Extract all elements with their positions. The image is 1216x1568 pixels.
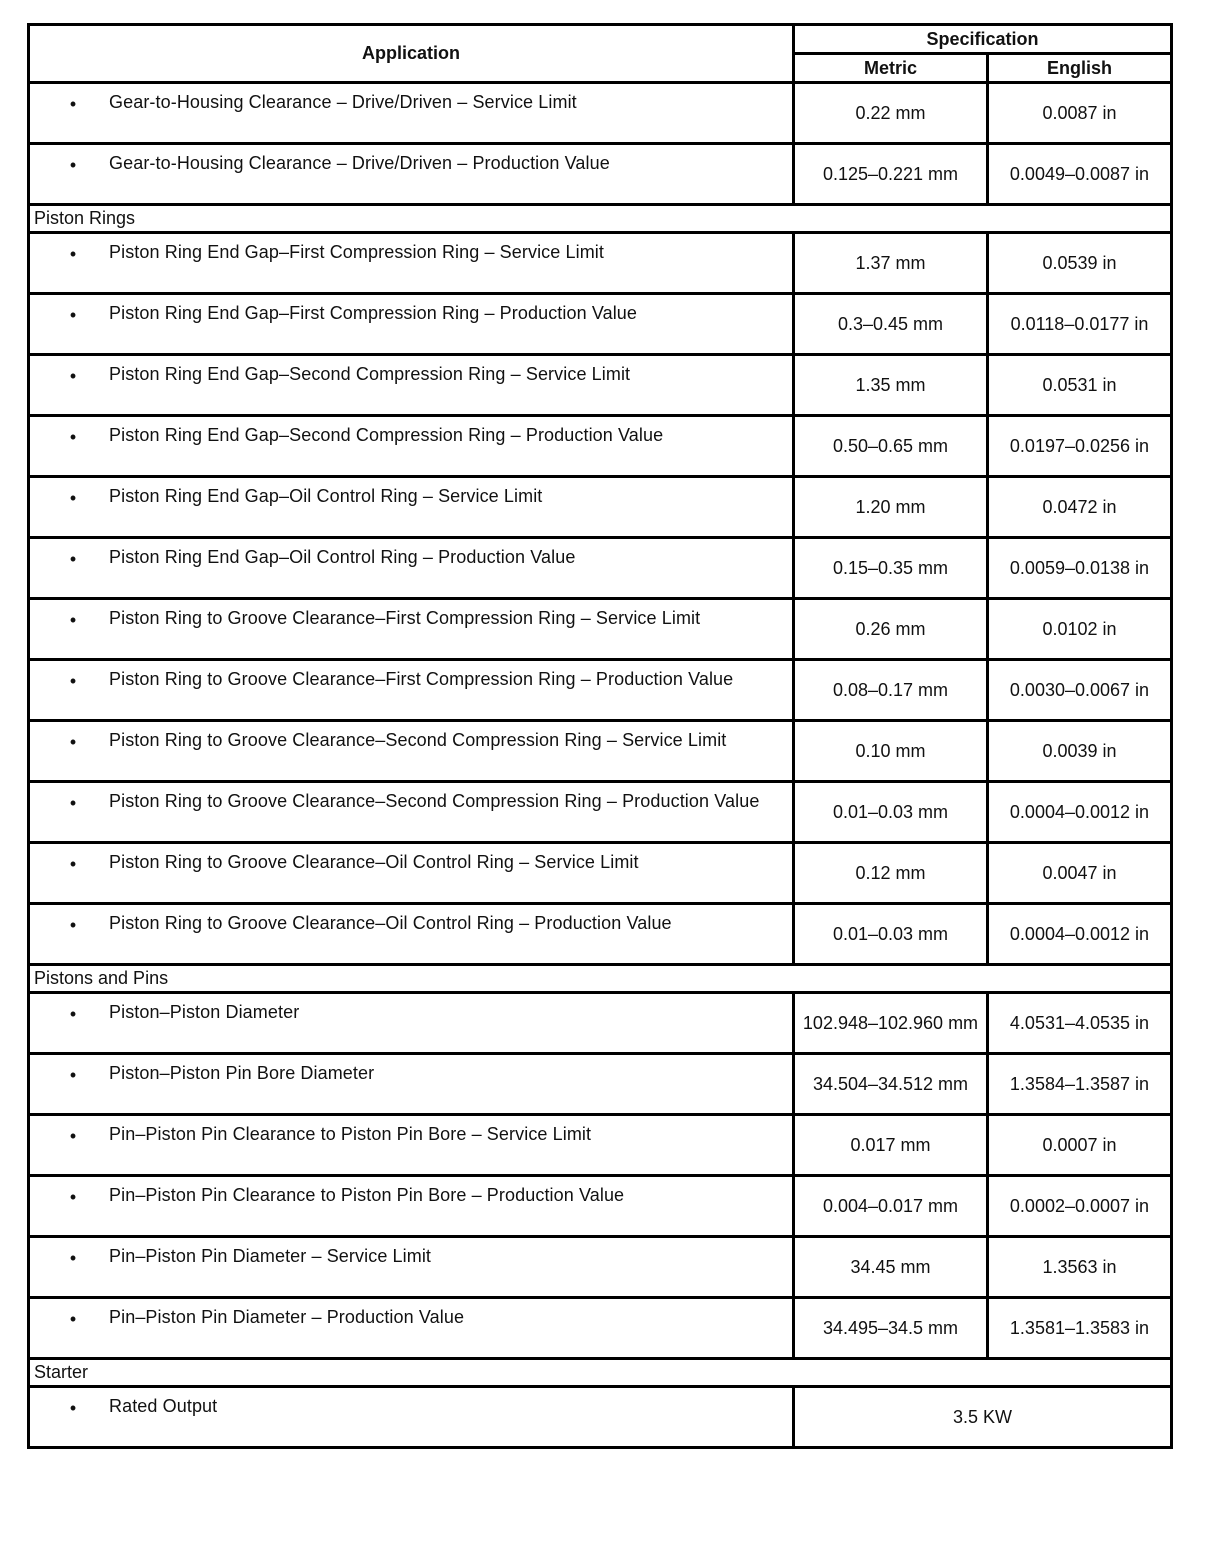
application-label: Gear-to-Housing Clearance – Drive/Driven – Production Value (109, 153, 610, 173)
table-row (29, 1387, 1172, 1448)
application-cell (29, 599, 794, 660)
application-label: Piston Ring to Groove Clearance–First Compression Ring – Service Limit (109, 608, 701, 628)
application-label: Rated Output (109, 1396, 218, 1416)
bullet-icon: • (69, 793, 77, 813)
english-value-cell: 0.0030–0.0067 in (988, 660, 1172, 721)
bullet-icon: • (69, 155, 77, 175)
application-cell (29, 1115, 794, 1176)
header-metric: Metric (794, 54, 988, 83)
bullet-icon: • (69, 549, 77, 569)
english-value-cell: 0.0047 in (988, 843, 1172, 904)
application-cell (29, 83, 794, 144)
application-cell (29, 721, 794, 782)
application-label: Piston–Piston Pin Bore Diameter (109, 1063, 375, 1083)
section-row (29, 1359, 1172, 1387)
header-english: English (988, 54, 1172, 83)
application-label: Piston–Piston Diameter (109, 1002, 300, 1022)
english-value-cell: 0.0197–0.0256 in (988, 416, 1172, 477)
english-value-cell: 0.0039 in (988, 721, 1172, 782)
section-row (29, 205, 1172, 233)
table-row (29, 904, 1172, 965)
application-label: Piston Ring to Groove Clearance–Second Compression Ring – Service Limit (109, 730, 727, 750)
application-cell (29, 294, 794, 355)
application-cell (29, 904, 794, 965)
application-cell (29, 477, 794, 538)
english-value-cell: 0.0102 in (988, 599, 1172, 660)
header-specification: Specification (794, 25, 1172, 54)
table-row (29, 477, 1172, 538)
bullet-icon: • (69, 1065, 77, 1085)
english-value-cell: 0.0531 in (988, 355, 1172, 416)
english-value-cell: 0.0539 in (988, 233, 1172, 294)
metric-value-cell: 0.50–0.65 mm (794, 416, 988, 477)
english-value-cell: 0.0002–0.0007 in (988, 1176, 1172, 1237)
metric-value-cell: 0.01–0.03 mm (794, 904, 988, 965)
metric-value-cell: 34.495–34.5 mm (794, 1298, 988, 1359)
metric-value-cell: 0.004–0.017 mm (794, 1176, 988, 1237)
application-cell (29, 416, 794, 477)
bullet-icon: • (69, 1187, 77, 1207)
bullet-icon: • (69, 366, 77, 386)
application-cell (29, 144, 794, 205)
metric-value-cell: 0.01–0.03 mm (794, 782, 988, 843)
table-row (29, 416, 1172, 477)
english-value-cell: 0.0087 in (988, 83, 1172, 144)
english-value-cell: 4.0531–4.0535 in (988, 993, 1172, 1054)
table-row (29, 83, 1172, 144)
table-row (29, 993, 1172, 1054)
application-label: Piston Ring End Gap–First Compression Ring – Service Limit (109, 242, 604, 262)
application-label: Pin–Piston Pin Diameter – Service Limit (109, 1246, 432, 1266)
bullet-icon: • (69, 488, 77, 508)
application-label: Piston Ring to Groove Clearance–First Compression Ring – Production Value (109, 669, 734, 689)
english-value-cell: 1.3581–1.3583 in (988, 1298, 1172, 1359)
table-row (29, 1115, 1172, 1176)
table-row (29, 355, 1172, 416)
application-label: Piston Ring to Groove Clearance–Second Compression Ring – Production Value (109, 791, 760, 811)
table-row (29, 233, 1172, 294)
table-row (29, 1054, 1172, 1115)
application-label: Pin–Piston Pin Clearance to Piston Pin Bore – Service Limit (109, 1124, 592, 1144)
table-row (29, 660, 1172, 721)
application-cell (29, 1237, 794, 1298)
table-row (29, 294, 1172, 355)
metric-value-cell: 102.948–102.960 mm (794, 993, 988, 1054)
table-row (29, 144, 1172, 205)
section-heading: Starter (29, 1359, 1172, 1387)
english-value-cell: 1.3584–1.3587 in (988, 1054, 1172, 1115)
header-application: Application (29, 25, 794, 83)
metric-value-cell: 0.017 mm (794, 1115, 988, 1176)
section-row (29, 965, 1172, 993)
english-value-cell: 0.0004–0.0012 in (988, 782, 1172, 843)
application-cell (29, 660, 794, 721)
bullet-icon: • (69, 1309, 77, 1329)
application-cell (29, 1176, 794, 1237)
application-label: Pin–Piston Pin Clearance to Piston Pin Bore – Production Value (109, 1185, 625, 1205)
application-cell (29, 1298, 794, 1359)
english-value-cell: 0.0059–0.0138 in (988, 538, 1172, 599)
application-label: Piston Ring End Gap–Oil Control Ring – Service Limit (109, 486, 543, 506)
specification-table (27, 23, 1173, 1449)
metric-value-cell: 0.3–0.45 mm (794, 294, 988, 355)
application-cell (29, 993, 794, 1054)
bullet-icon: • (69, 244, 77, 264)
application-label: Gear-to-Housing Clearance – Drive/Driven – Service Limit (109, 92, 577, 112)
metric-value-cell: 34.504–34.512 mm (794, 1054, 988, 1115)
application-cell (29, 233, 794, 294)
application-cell (29, 843, 794, 904)
application-label: Piston Ring to Groove Clearance–Oil Control Ring – Production Value (109, 913, 672, 933)
english-value-cell: 0.0004–0.0012 in (988, 904, 1172, 965)
english-value-cell: 0.0472 in (988, 477, 1172, 538)
bullet-icon: • (69, 305, 77, 325)
section-heading: Pistons and Pins (29, 965, 1172, 993)
application-label: Piston Ring End Gap–First Compression Ring – Production Value (109, 303, 638, 323)
bullet-icon: • (69, 1126, 77, 1146)
metric-value-cell: 0.26 mm (794, 599, 988, 660)
metric-value-cell: 1.20 mm (794, 477, 988, 538)
bullet-icon: • (69, 671, 77, 691)
bullet-icon: • (69, 1248, 77, 1268)
metric-value-cell: 0.08–0.17 mm (794, 660, 988, 721)
table-row (29, 1176, 1172, 1237)
application-label: Piston Ring End Gap–Second Compression Ring – Service Limit (109, 364, 631, 384)
bullet-icon: • (69, 1004, 77, 1024)
section-heading: Piston Rings (29, 205, 1172, 233)
application-cell (29, 538, 794, 599)
bullet-icon: • (69, 854, 77, 874)
bullet-icon: • (69, 427, 77, 447)
metric-value-cell: 0.12 mm (794, 843, 988, 904)
application-label: Piston Ring to Groove Clearance–Oil Control Ring – Service Limit (109, 852, 639, 872)
table-row (29, 721, 1172, 782)
application-cell (29, 782, 794, 843)
application-label: Piston Ring End Gap–Oil Control Ring – Production Value (109, 547, 576, 567)
spec-value-cell: 3.5 KW (794, 1387, 1172, 1448)
metric-value-cell: 0.15–0.35 mm (794, 538, 988, 599)
application-label: Piston Ring End Gap–Second Compression Ring – Production Value (109, 425, 664, 445)
bullet-icon: • (69, 915, 77, 935)
metric-value-cell: 0.125–0.221 mm (794, 144, 988, 205)
metric-value-cell: 1.37 mm (794, 233, 988, 294)
english-value-cell: 0.0049–0.0087 in (988, 144, 1172, 205)
table-row (29, 599, 1172, 660)
table-row (29, 843, 1172, 904)
english-value-cell: 0.0007 in (988, 1115, 1172, 1176)
table-row (29, 1298, 1172, 1359)
metric-value-cell: 0.10 mm (794, 721, 988, 782)
application-cell (29, 1054, 794, 1115)
bullet-icon: • (69, 1398, 77, 1418)
table-row (29, 782, 1172, 843)
bullet-icon: • (69, 94, 77, 114)
table-row (29, 1237, 1172, 1298)
metric-value-cell: 0.22 mm (794, 83, 988, 144)
metric-value-cell: 1.35 mm (794, 355, 988, 416)
application-cell (29, 1387, 794, 1448)
english-value-cell: 0.0118–0.0177 in (988, 294, 1172, 355)
bullet-icon: • (69, 732, 77, 752)
metric-value-cell: 34.45 mm (794, 1237, 988, 1298)
application-cell (29, 355, 794, 416)
application-label: Pin–Piston Pin Diameter – Production Value (109, 1307, 465, 1327)
table-body (29, 83, 1172, 1448)
english-value-cell: 1.3563 in (988, 1237, 1172, 1298)
bullet-icon: • (69, 610, 77, 630)
table-row (29, 538, 1172, 599)
